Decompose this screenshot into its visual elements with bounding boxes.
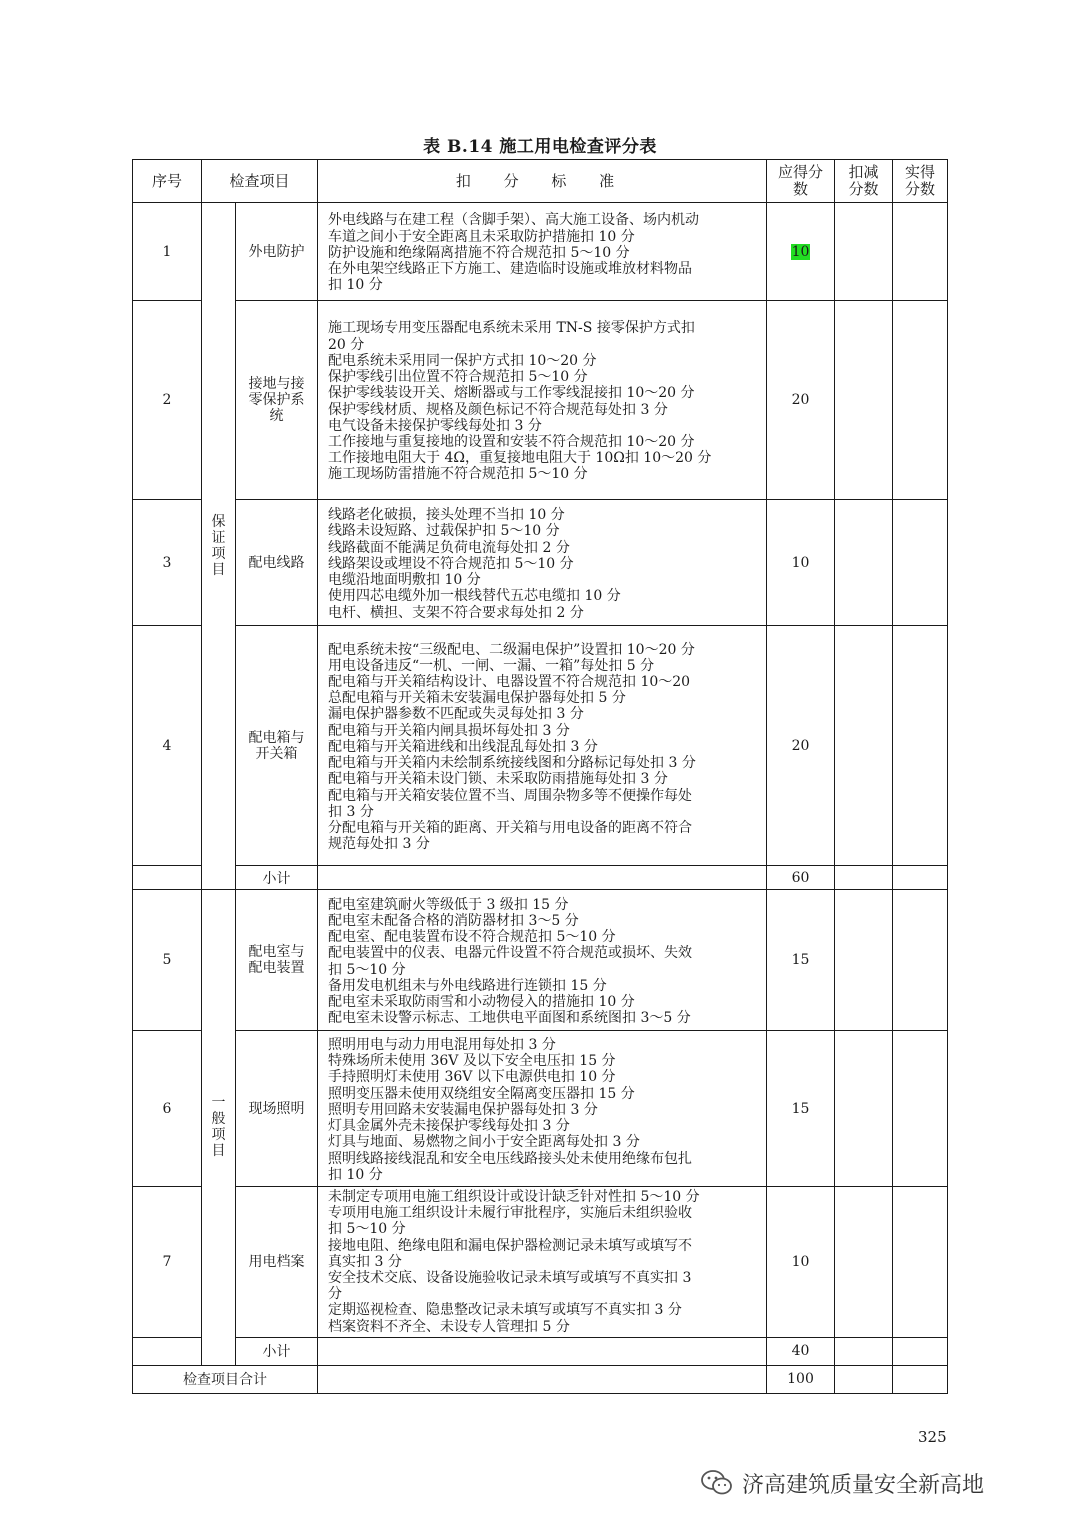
row-score: 20: [767, 626, 835, 866]
subtotal-label: 小计: [236, 866, 318, 890]
total-deduct: [835, 1365, 893, 1393]
watermark-text: 济高建筑质量安全新高地: [742, 1472, 985, 1498]
row-deduct: [835, 1187, 893, 1338]
highlighted-score: 10: [791, 243, 810, 260]
row-actual: [893, 626, 948, 866]
row-item: 现场照明: [236, 1031, 318, 1187]
row-actual: [893, 890, 948, 1031]
subtotal-label: 小计: [236, 1337, 318, 1365]
row-score: 10: [767, 1187, 835, 1338]
row-deduct: [835, 626, 893, 866]
row-seq: 2: [133, 301, 202, 500]
row-actual: [893, 203, 948, 301]
row-actual: [893, 301, 948, 500]
watermark: [700, 1465, 984, 1501]
table-row: [133, 890, 948, 1031]
row-seq: 7: [133, 1187, 202, 1338]
row-standard: 外电线路与在建工程（含脚手架）、高大施工设备、场内机动 车道之间小于安全距离且未采取防护措施扣 10 分 防护设施和绝缘隔离措施不符合规范扣 5～10 分 在外电架空线路正下方施工、建造临时设施或堆放材料物品 扣 10 分: [318, 203, 767, 301]
row-seq: 6: [133, 1031, 202, 1187]
subtotal-standard: [318, 1337, 767, 1365]
header-full-score: 应得分数: [767, 160, 835, 203]
page-number: 325: [918, 1428, 947, 1446]
total-score: 100: [767, 1365, 835, 1393]
row-standard: 施工现场专用变压器配电系统未采用 TN-S 接零保护方式扣 20 分 配电系统未采用同一保护方式扣 10～20 分 保护零线引出位置不符合规范扣 5～10 分 保护零线装设开关、熔断器或与工作零线混接扣 10～20 分 保护零线材质、规格及颜色标记不符合规范每处扣 3 分 电气设备未接保护零线每处扣 3 分 工作接地与重复接地的设置和安装不符合规范扣 10～20 分 工作接地电阻大于 4Ω，重复接地电阻大于 10Ω扣 10～20 分 施工现场防雷措施不符合规范扣 5～10 分: [318, 301, 767, 500]
table-row: [133, 1187, 948, 1338]
row-score: 15: [767, 890, 835, 1031]
row-score: 20: [767, 301, 835, 500]
header-seq: 序号: [133, 160, 202, 203]
row-seq: 5: [133, 890, 202, 1031]
row-standard: 照明用电与动力用电混用每处扣 3 分 特殊场所未使用 36V 及以下安全电压扣 15 分 手持照明灯未使用 36V 以下电源供电扣 10 分 照明变压器未使用双绕组安全隔离变压器扣 15 分 照明专用回路未安装漏电保护器每处扣 3 分 灯具金属外壳未接保护零线每处扣 3 分 灯具与地面、易燃物之间小于安全距离每处扣 3 分 照明线路接线混乱和安全电压线路接头处未使用绝缘布包扎 扣 10 分: [318, 1031, 767, 1187]
row-deduct: [835, 203, 893, 301]
table-row: [133, 626, 948, 866]
row-standard: 配电系统未按“三级配电、二级漏电保护”设置扣 10～20 分 用电设备违反“一机、一闸、一漏、一箱”每处扣 5 分 配电箱与开关箱结构设计、电器设置不符合规范扣 10～20 总配电箱与开关箱未安装漏电保护器每处扣 5 分 漏电保护器参数不匹配或失灵每处扣 3 分 配电箱与开关箱内闸具损坏每处扣 3 分 配电箱与开关箱进线和出线混乱每处扣 3 分 配电箱与开关箱内未绘制系统接线图和分路标记每处扣 3 分 配电箱与开关箱未设门锁、未采取防雨措施每处扣 3 分 配电箱与开关箱安装位置不当、周围杂物多等不便操作每处 扣 3 分 分配电箱与开关箱的距离、开关箱与用电设备的距离不符合 规范每处扣 3 分: [318, 626, 767, 866]
row-score: 10: [767, 500, 835, 626]
scoring-table: [132, 159, 948, 1394]
row-item: 配电室与配电装置: [236, 890, 318, 1031]
subtotal-score: 40: [767, 1337, 835, 1365]
total-row: [133, 1365, 948, 1393]
row-actual: [893, 1187, 948, 1338]
subtotal-standard: [318, 866, 767, 890]
row-score: 15: [767, 1031, 835, 1187]
table-row: [133, 301, 948, 500]
row-standard: 线路老化破损，接头处理不当扣 10 分 线路未设短路、过载保护扣 5～10 分 线路截面不能满足负荷电流每处扣 2 分 线路架设或埋设不符合规范扣 5～10 分 电缆沿地面明敷扣 10 分 使用四芯电缆外加一根线替代五芯电缆扣 10 分 电杆、横担、支架不符合要求每处扣 2 分: [318, 500, 767, 626]
row-deduct: [835, 890, 893, 1031]
wechat-icon: [700, 1468, 734, 1498]
header-item: 检查项目: [202, 160, 318, 203]
category-general: 一般项目: [202, 890, 236, 1366]
row-seq: 4: [133, 626, 202, 866]
row-item: 配电箱与开关箱: [236, 626, 318, 866]
row-seq: 3: [133, 500, 202, 626]
header-actual: 实得分数: [893, 160, 948, 203]
row-item: 用电档案: [236, 1187, 318, 1338]
row-deduct: [835, 500, 893, 626]
subtotal-score: 60: [767, 866, 835, 890]
subtotal-seq: [133, 866, 202, 890]
subtotal-actual: [893, 1337, 948, 1365]
row-deduct: [835, 1031, 893, 1187]
table-row: [133, 203, 948, 301]
header-standard: 扣 分 标 准: [318, 160, 767, 203]
header-deduct: 扣减分数: [835, 160, 893, 203]
total-actual: [893, 1365, 948, 1393]
total-standard: [318, 1365, 767, 1393]
table-title: 表 B.14 施工用电检查评分表: [423, 137, 657, 157]
row-score: [767, 203, 835, 301]
subtotal-row: [133, 1337, 948, 1365]
header-row: [133, 160, 948, 203]
row-item: 外电防护: [236, 203, 318, 301]
subtotal-row: [133, 866, 948, 890]
table-row: [133, 1031, 948, 1187]
subtotal-actual: [893, 866, 948, 890]
subtotal-deduct: [835, 1337, 893, 1365]
row-standard: 未制定专项用电施工组织设计或设计缺乏针对性扣 5～10 分 专项用电施工组织设计未履行审批程序，实施后未组织验收 扣 5～10 分 接地电阻、绝缘电阻和漏电保护器检测记录未填写或填写不 真实扣 3 分 安全技术交底、设备设施验收记录未填写或填写不真实扣 3 分 定期巡视检查、隐患整改记录未填写或填写不真实扣 3 分 档案资料不齐全、未设专人管理扣 5 分: [318, 1187, 767, 1338]
row-item: 配电线路: [236, 500, 318, 626]
subtotal-seq: [133, 1337, 202, 1365]
row-deduct: [835, 301, 893, 500]
row-item: 接地与接零保护系统: [236, 301, 318, 500]
row-seq: 1: [133, 203, 202, 301]
row-actual: [893, 500, 948, 626]
row-actual: [893, 1031, 948, 1187]
row-standard: 配电室建筑耐火等级低于 3 级扣 15 分 配电室未配备合格的消防器材扣 3～5 分 配电室、配电装置布设不符合规范扣 5～10 分 配电装置中的仪表、电器元件设置不符合规范或损坏、失效 扣 5～10 分 备用发电机组未与外电线路进行连锁扣 15 分 配电室未采取防雨雪和小动物侵入的措施扣 10 分 配电室未设警示标志、工地供电平面图和系统图扣 3～5 分: [318, 890, 767, 1031]
total-label: 检查项目合计: [133, 1365, 318, 1393]
subtotal-deduct: [835, 866, 893, 890]
table-row: [133, 500, 948, 626]
category-guarantee: 保证项目: [202, 203, 236, 890]
